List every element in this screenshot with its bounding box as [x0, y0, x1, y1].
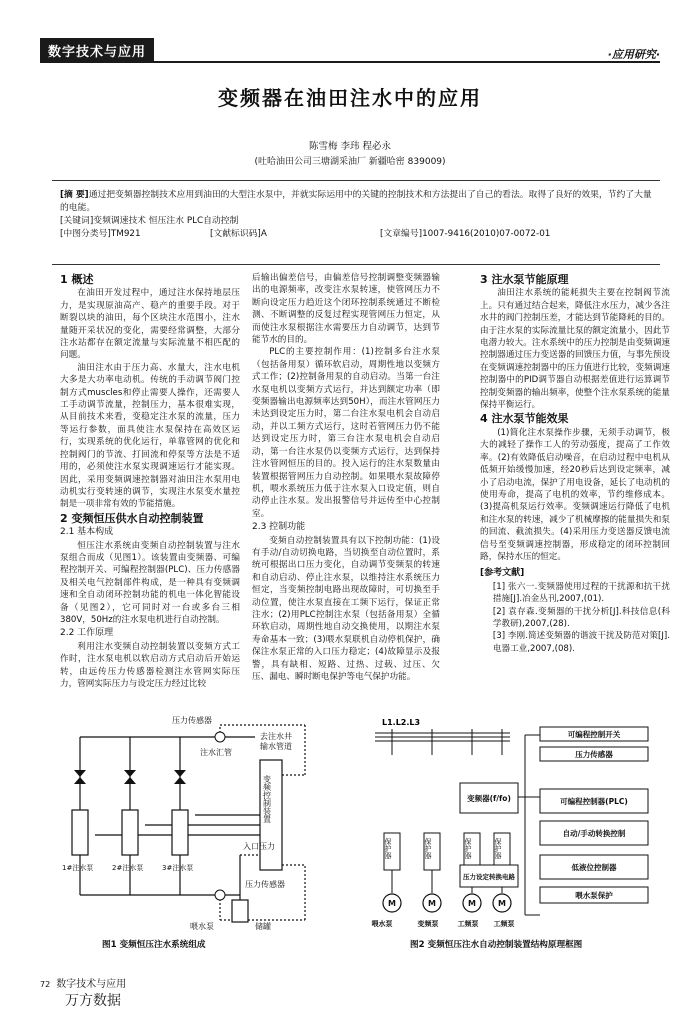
fig1-label: 输水管道	[260, 742, 292, 751]
authors: 陈雪梅 李玮 程必永	[308, 141, 392, 152]
subsection-heading: 2.1 基本构成	[60, 527, 114, 538]
paragraph: 利用注水变频自动控制装置以变频方式工作时，注水泵电机以软启动方式启动后开始运转，由远传压力传感器检测注水管网实际压力，管网实际压力与设定压力经过比较	[60, 641, 240, 689]
bottom-label: 变频泵	[417, 920, 439, 928]
section-label: 数字技术与应用	[40, 38, 154, 63]
clc-label: [中图分类号]	[60, 229, 111, 239]
block-label: 可编程控制开关	[567, 730, 621, 739]
doc-code	[210, 228, 380, 241]
clc-value: TM921	[110, 229, 141, 239]
paragraph: 在油田开发过程中，通过注水保持地层压力，是实现原油高产、稳产的重要手段。对于断裂以块的油田，每个区块注水范围小，注水量随开采状况的变化，需要经常调整，大部分注水站都存在额定流量与实际流量不相匹配的问题。	[60, 288, 240, 361]
abstract-text: 通过把变频器控制技术应用到油田的大型注水泵中，并就实际运用中的关键的控制技术和方法提出了自己的看法。取得了良好的效果，节约了大量的电能。	[60, 190, 652, 213]
keywords-text: 变频调速技术 恒压注水 PLC自动控制	[93, 216, 239, 226]
subsection-heading: 2.3 控制功能	[252, 522, 306, 533]
feed-pump-icon	[232, 900, 248, 922]
fig1-label: 压力传感器	[245, 880, 285, 889]
section-heading: 4 注水泵节能效果	[480, 412, 569, 426]
subsection-heading: 2.2 工作原理	[60, 628, 114, 639]
section-heading: 1 概述	[60, 273, 94, 286]
valve-icon	[174, 770, 186, 777]
abstract	[60, 189, 660, 215]
block-label: 喂水泵保护	[575, 891, 613, 900]
motor-label: M	[428, 899, 436, 908]
figure-2-caption: 图2 变频恒压注水自动控制装置结构原理框图	[410, 940, 583, 950]
reference: [1] 张六一.变频器使用过程的干扰源和抗干扰措施[J].冶金丛刊,2007,(01).	[492, 581, 670, 605]
classification-row	[60, 228, 660, 241]
paragraph: 油田注水系统的能耗损失主要在控制阀节流上。只有通过结合起来，降低注水压力，减少各注水井的阀门控制压差，才能达到节能降耗的目的。由于注水泵的实际流量比泵的额定流量小，因此节电潜力较大。注水系统中的压力控制是由变频调速控制器通过压力变送器的回馈压力值，与事先预设在变频调速控制器中的压力值进行比较，变频调速控制器中的PID调节器自动根据差值进行运算调节控制变频器的输出频率，使整个注水泵系统的能量保持平衡运行。	[480, 288, 670, 411]
divider	[52, 264, 660, 265]
section-tag: ·应用研究·	[607, 48, 660, 61]
motor-label: M	[498, 899, 506, 908]
paragraph: 后输出偏差信号，由偏差信号控制调整变频器输出的电源频率，改变注水泵转速，使管网压力不断向设定压力趋近这个闭环控制系统通过不断检测、不断调整的反复过程实现管网压力恒定，从而使注水泵根据注水需要压力自动调节，达到节能节水的目的。	[252, 273, 440, 346]
page-number: 72	[40, 980, 51, 989]
paragraph: 油田注水由于压力高、水量大，注水电机大多是大功率电动机。传统的手动调节阀门控制方式muscles和停止需要人操作，还需要人工手动调节流量，控制压力，基本很难实现，从目前技术来看，变稳定注水泵的流量，压力等运行参数，面具使注水泵保持在高效区运行，实现系统的优化运行，单靠管网的优化和控制阀门的节流、打回流和停泵等方法是不适用的，必须使注水泵实现调速运行才能实现。因此，采用变频调速控制器对油田注水泵用电动机实行变转速的调节，实现注水泵变水量控制是一项非常有效的节能措施。	[60, 362, 240, 510]
article-number-label: [文章编号]	[380, 229, 423, 239]
block-label: 自动/手动转换控制	[562, 829, 626, 838]
block-label: 压力传感器	[575, 750, 613, 759]
pump-3-icon	[172, 810, 188, 855]
protector-label: 保护器	[494, 838, 502, 859]
abstract-block	[60, 189, 660, 241]
fig1-label: 2#注水泵	[112, 864, 144, 872]
valve-icon	[174, 777, 186, 784]
fig1-label: 变频控制装置	[262, 775, 272, 823]
motor-label: M	[388, 899, 396, 908]
valve-icon	[124, 770, 136, 777]
valve-icon	[124, 777, 136, 784]
motor-label: M	[468, 899, 476, 908]
paragraph: (1)简化注水泵操作步骤，无须手动调节，极大的减轻了操作工人的劳动强度，提高了工作效率。(2)有效降低启动噪音，在启动过程中电机从低频开始缓慢加速，经20秒后达到设定频率，减小了启动电流，保护了用电设备，延长了电动机的使用寿命，提高了电机的效率，节约维修成本。(3)提高机泵运行效率。变频调速运行降低了电机和注水泵的转速，减少了机械摩擦的能量损失和泵的回流、截流损失。(4)采用压力变送器反馈电流信号至变频调速控制器，形成稳定的闭环控制回路，保持水压的恒定。	[480, 427, 670, 562]
keywords-label: [关键词]	[60, 216, 94, 226]
article-number-value: 1007-9416(2010)07-0072-01	[422, 229, 551, 239]
section-heading: 2 变频恒压供水自动控制装置	[60, 511, 204, 525]
bottom-label: 工频泵	[493, 920, 515, 928]
section-heading: 3 注水泵节能原理	[480, 273, 569, 286]
fig1-label: 储罐	[255, 922, 271, 930]
block-label: 低液位控制器	[571, 863, 617, 872]
block-label: 可编程控制器(PLC)	[560, 797, 628, 806]
article-title: 变频器在油田注水中的应用	[218, 86, 482, 110]
pressure-gauge-icon	[215, 890, 225, 900]
paragraph: PLC的主要控制作用：(1)控制多台注水泵（包括备用泵）循环软启动，周期性地以变频方式工作；(2)控制备用泵的自动启动。当第一台注水泵电机以变频方式运行，并达到额定功率（即变频器输出电源频率达到50H），而注水管网压力未达到设定压力时，第二台注水泵电机会自动启动，并以工频方式运行，这时若管网压力仍不能达到设定压力时，第三台注水泵电机会自动启动，第一台注水泵仍以变频方式运行，达到保持注水管网恒压的目的。投入运行的注水泵数量由装置根据管网压力自动控制。如果喂水泵故障停机，喂水系统压力低于注水泵入口设定值，则自动停止注水泵。发出报警信号并远传至中心控制室。	[252, 347, 440, 519]
column-1	[60, 272, 240, 690]
fig1-label: 入口压力	[243, 842, 275, 851]
column-2	[252, 272, 440, 683]
block-label: 压力设定转换电路	[463, 873, 515, 881]
pump-1-icon	[72, 810, 88, 855]
fig1-label: 去注水井	[260, 732, 292, 741]
bottom-label: 工频泵	[457, 920, 479, 928]
reference: [2] 袁存森.变频器的干扰分析[J].科技信息(科学教研),2007,(28).	[492, 606, 670, 629]
power-label: L1.L2.L3	[382, 718, 421, 727]
page-footer	[40, 975, 126, 990]
journal-name: 数字技术与应用	[56, 979, 127, 990]
protector-label: 保护器	[464, 838, 472, 859]
reference: [3] 李刚.简述变频器的谐波干扰及防范对策[J].电器工业,2007,(08).	[492, 631, 670, 654]
figure-1-caption: 图1 变频恒压注水系统组成	[102, 940, 206, 950]
article-number	[380, 228, 550, 241]
valve-icon	[74, 770, 86, 777]
protector-label: 保护器	[424, 838, 432, 859]
divider	[52, 180, 660, 181]
clc	[60, 228, 210, 241]
fig1-label: 3#注水泵	[162, 864, 194, 872]
doc-code-label: [文献标识码]	[210, 229, 261, 239]
affiliation: (吐哈油田公司三塘湖采油厂 新疆哈密 839009)	[254, 157, 446, 167]
pressure-gauge-icon	[215, 732, 225, 742]
pump-2-icon	[122, 810, 138, 855]
keywords	[60, 215, 660, 228]
header-rule	[40, 61, 660, 63]
block-label: 变频器(f/fo)	[467, 794, 511, 803]
protector-label: 保护器	[384, 838, 392, 859]
fig1-label: 注水汇管	[200, 748, 232, 757]
fig1-label: 1#注水泵	[62, 864, 94, 872]
fig1-label: 喂水泵	[190, 922, 214, 930]
column-3	[480, 272, 670, 655]
figure-1-diagram	[60, 715, 335, 930]
bottom-label: 喂水泵	[371, 920, 393, 928]
abstract-label: [摘 要]	[60, 190, 89, 200]
paragraph: 恒压注水系统由变频自动控制装置与注水泵组合而成（见图1）。该装置由变频器、可编程控制开关、可编程控制器(PLC)、压力传感器及相关电气控制部件构成，是一种具有变频调速和全自动闭环控制功能的机电一体化智能设备（见图2），它可同时对一台或多台三相380V，50Hz的注水泵电机进行自动控制。	[60, 540, 240, 625]
paragraph: 变频自动控制装置具有以下控制功能：(1)设有手动/自动切换电路，当切换至自动位置时，系统可根据出口压力变化，自动调节变频泵的转速和自动启动、停止注水泵，以维持注水系统压力恒定，当变频控制电路出现故障时，可切换至手动位置，使注水泵直接在工频下运行，保证正常注水；(2)用PLC控制注水泵（包括备用泵）全循环软启动，周期性地自动交换使用，以期注水泵寿命基本一致；(3)喂水泵联机自动停机保护，确保注水泵正常的入口压力稳定；(4)故障显示及报警，具有缺相、短路、过热、过载、过压、欠压、漏电、瞬时断电保护等电气保护功能。	[252, 535, 440, 682]
watermark: 万方数据	[65, 993, 121, 1009]
references-heading: [参考文献]	[480, 568, 525, 579]
fig1-label: 压力传感器	[172, 716, 212, 725]
figure-2-diagram	[370, 715, 655, 930]
doc-code-value: A	[260, 229, 267, 239]
valve-icon	[74, 777, 86, 784]
